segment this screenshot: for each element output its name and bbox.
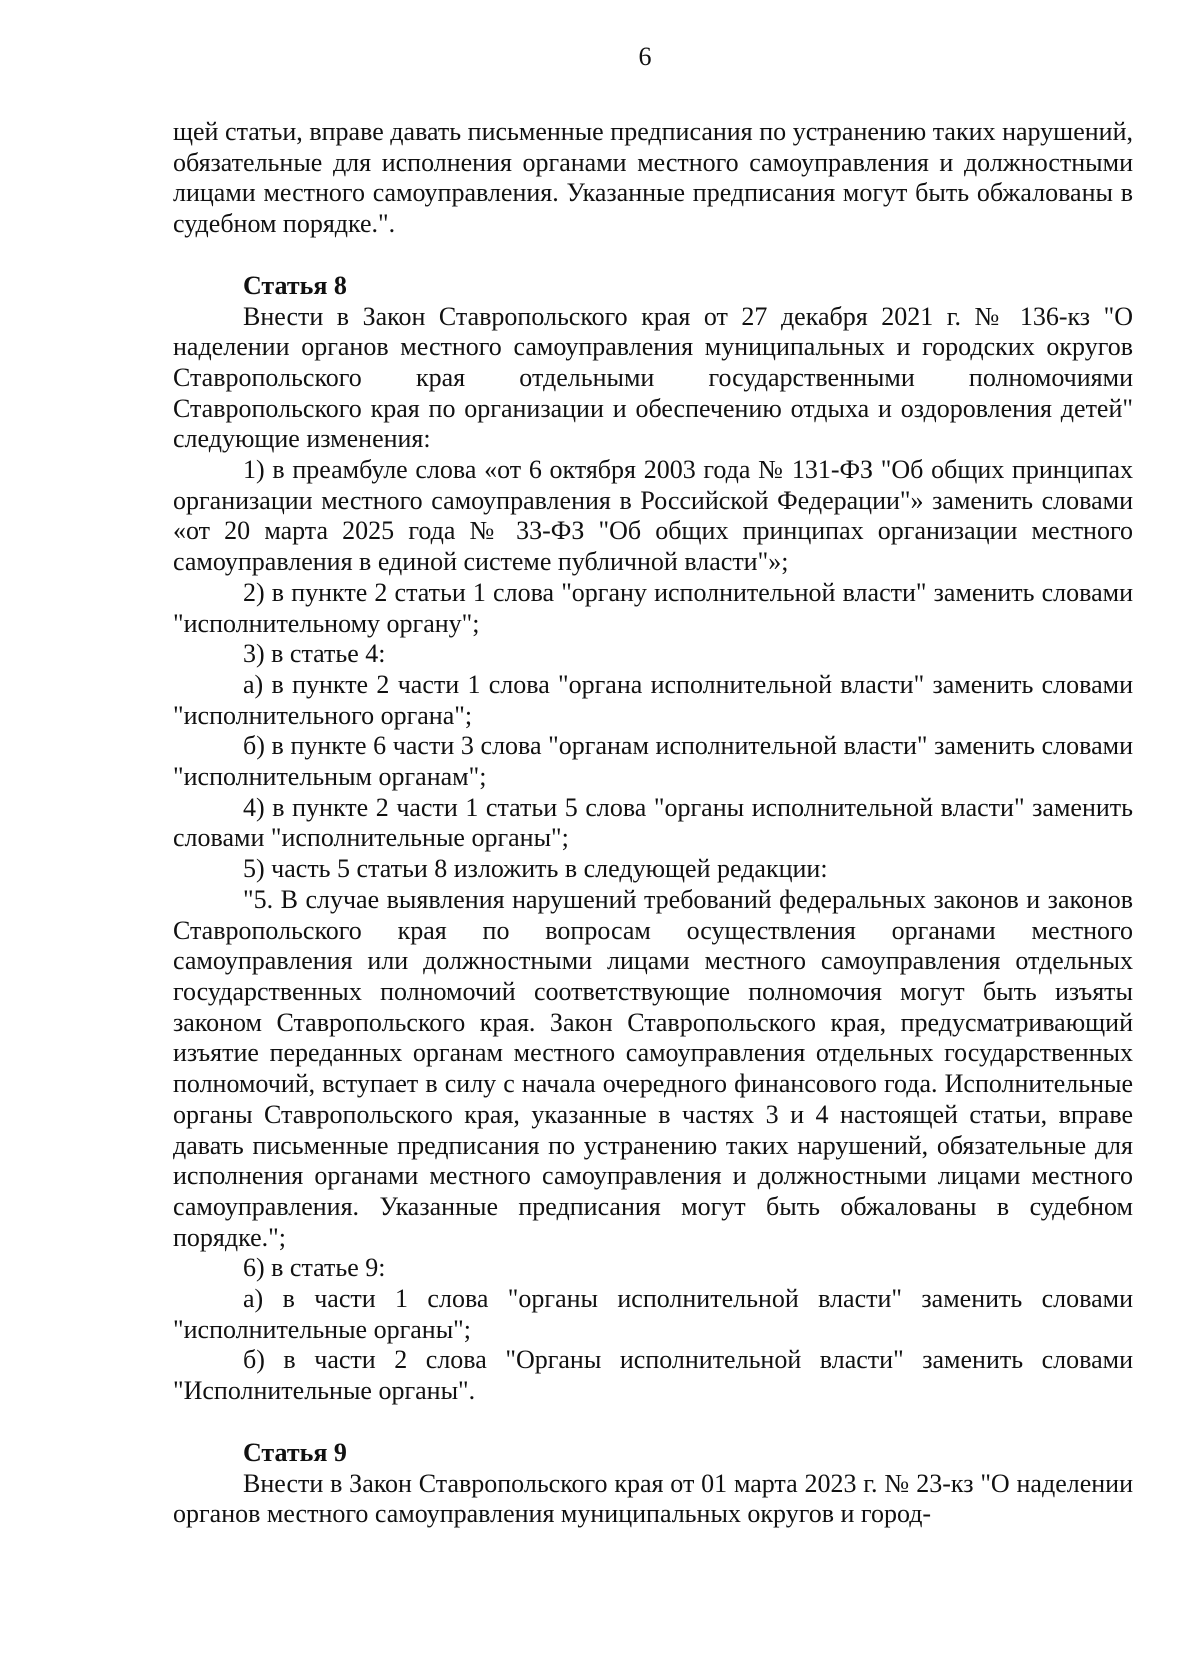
- article-8-item-2: 2) в пункте 2 статьи 1 слова "органу исполнительной власти" заменить словами "исполнительному органу";: [173, 577, 1133, 638]
- article-8-item-6: 6) в статье 9:: [243, 1253, 386, 1283]
- article-8-item-3b: б) в пункте 6 части 3 слова "органам исполнительной власти" заменить словами "исполнительным органам";: [173, 731, 1133, 792]
- article-9-paragraph: Внести в Закон Ставропольского края от 01 марта 2023 г. № 23-кз "О наделении органов местного самоуправления муниципальных округов и город-: [173, 1468, 1133, 1529]
- spacer: [173, 240, 1133, 271]
- spacer: [173, 1407, 1133, 1438]
- document-body: [173, 117, 1133, 1530]
- article-8-item-3a: а) в пункте 2 части 1 слова "органа исполнительной власти" заменить словами "исполнительного органа";: [173, 669, 1133, 730]
- article-8-item-3: 3) в статье 4:: [243, 639, 386, 669]
- article-8-item-6b: б) в части 2 слова "Органы исполнительной власти" заменить словами "Исполнительные органы".: [173, 1345, 1133, 1406]
- article-8-item-1: 1) в преамбуле слова «от 6 октября 2003 года № 131-ФЗ "Об общих принципах организации местного самоуправления в Российской Федерации"» заменить словами «от 20 марта 2025 года № 33-ФЗ "Об общих принципах организации местного самоуправления в единой системе публичной власти"»;: [173, 455, 1133, 577]
- article-8-item-6a: а) в части 1 слова "органы исполнительной власти" заменить словами "исполнительные органы";: [173, 1284, 1133, 1344]
- article-9-heading: Статья 9: [243, 1437, 347, 1467]
- article-8-item-5-text: "5. В случае выявления нарушений требований федеральных законов и законов Ставропольского края по вопросам осуществления органами местного самоуправления или должностными лицами местного самоуправления отдельных государственных полномочий соответствующие полномочия могут быть изъяты законом Ставропольского края. Закон Ставропольского края, предусматривающий изъятие переданных органам местного самоуправления отдельных государственных полномочий, вступает в силу с начала очередного финансового года. Исполнительные органы Ставропольского края, указанные в частях 3 и 4 настоящей статьи, вправе давать письменные предписания по устранению таких нарушений, обязательные для исполнения органами местного самоуправления и должностными лицами местного самоуправления. Указанные предписания могут быть обжалованы в судебном порядке.";: [173, 884, 1133, 1252]
- article-8-item-4: 4) в пункте 2 части 1 статьи 5 слова "органы исполнительной власти" заменить словами "исполнительные органы";: [173, 792, 1133, 853]
- article-8-heading: Статья 8: [243, 270, 347, 300]
- intro-continuation: щей статьи, вправе давать письменные предписания по устранению таких нарушений, обязательные для исполнения органами местного самоуправления и должностными лицами местного самоуправления. Указанные предписания могут быть обжалованы в судебном порядке.".: [173, 117, 1133, 239]
- article-8-item-5: 5) часть 5 статьи 8 изложить в следующей редакции:: [243, 854, 828, 884]
- page-number: 6: [638, 42, 652, 71]
- article-8-paragraph: Внести в Закон Ставропольского края от 27 декабря 2021 г. № 136-кз "О наделении органов местного самоуправления муниципальных и городских округов Ставропольского края отдельными государственными полномочиями Ставропольского края по организации и обеспечению отдыха и оздоровления детей" следующие изменения:: [173, 301, 1133, 454]
